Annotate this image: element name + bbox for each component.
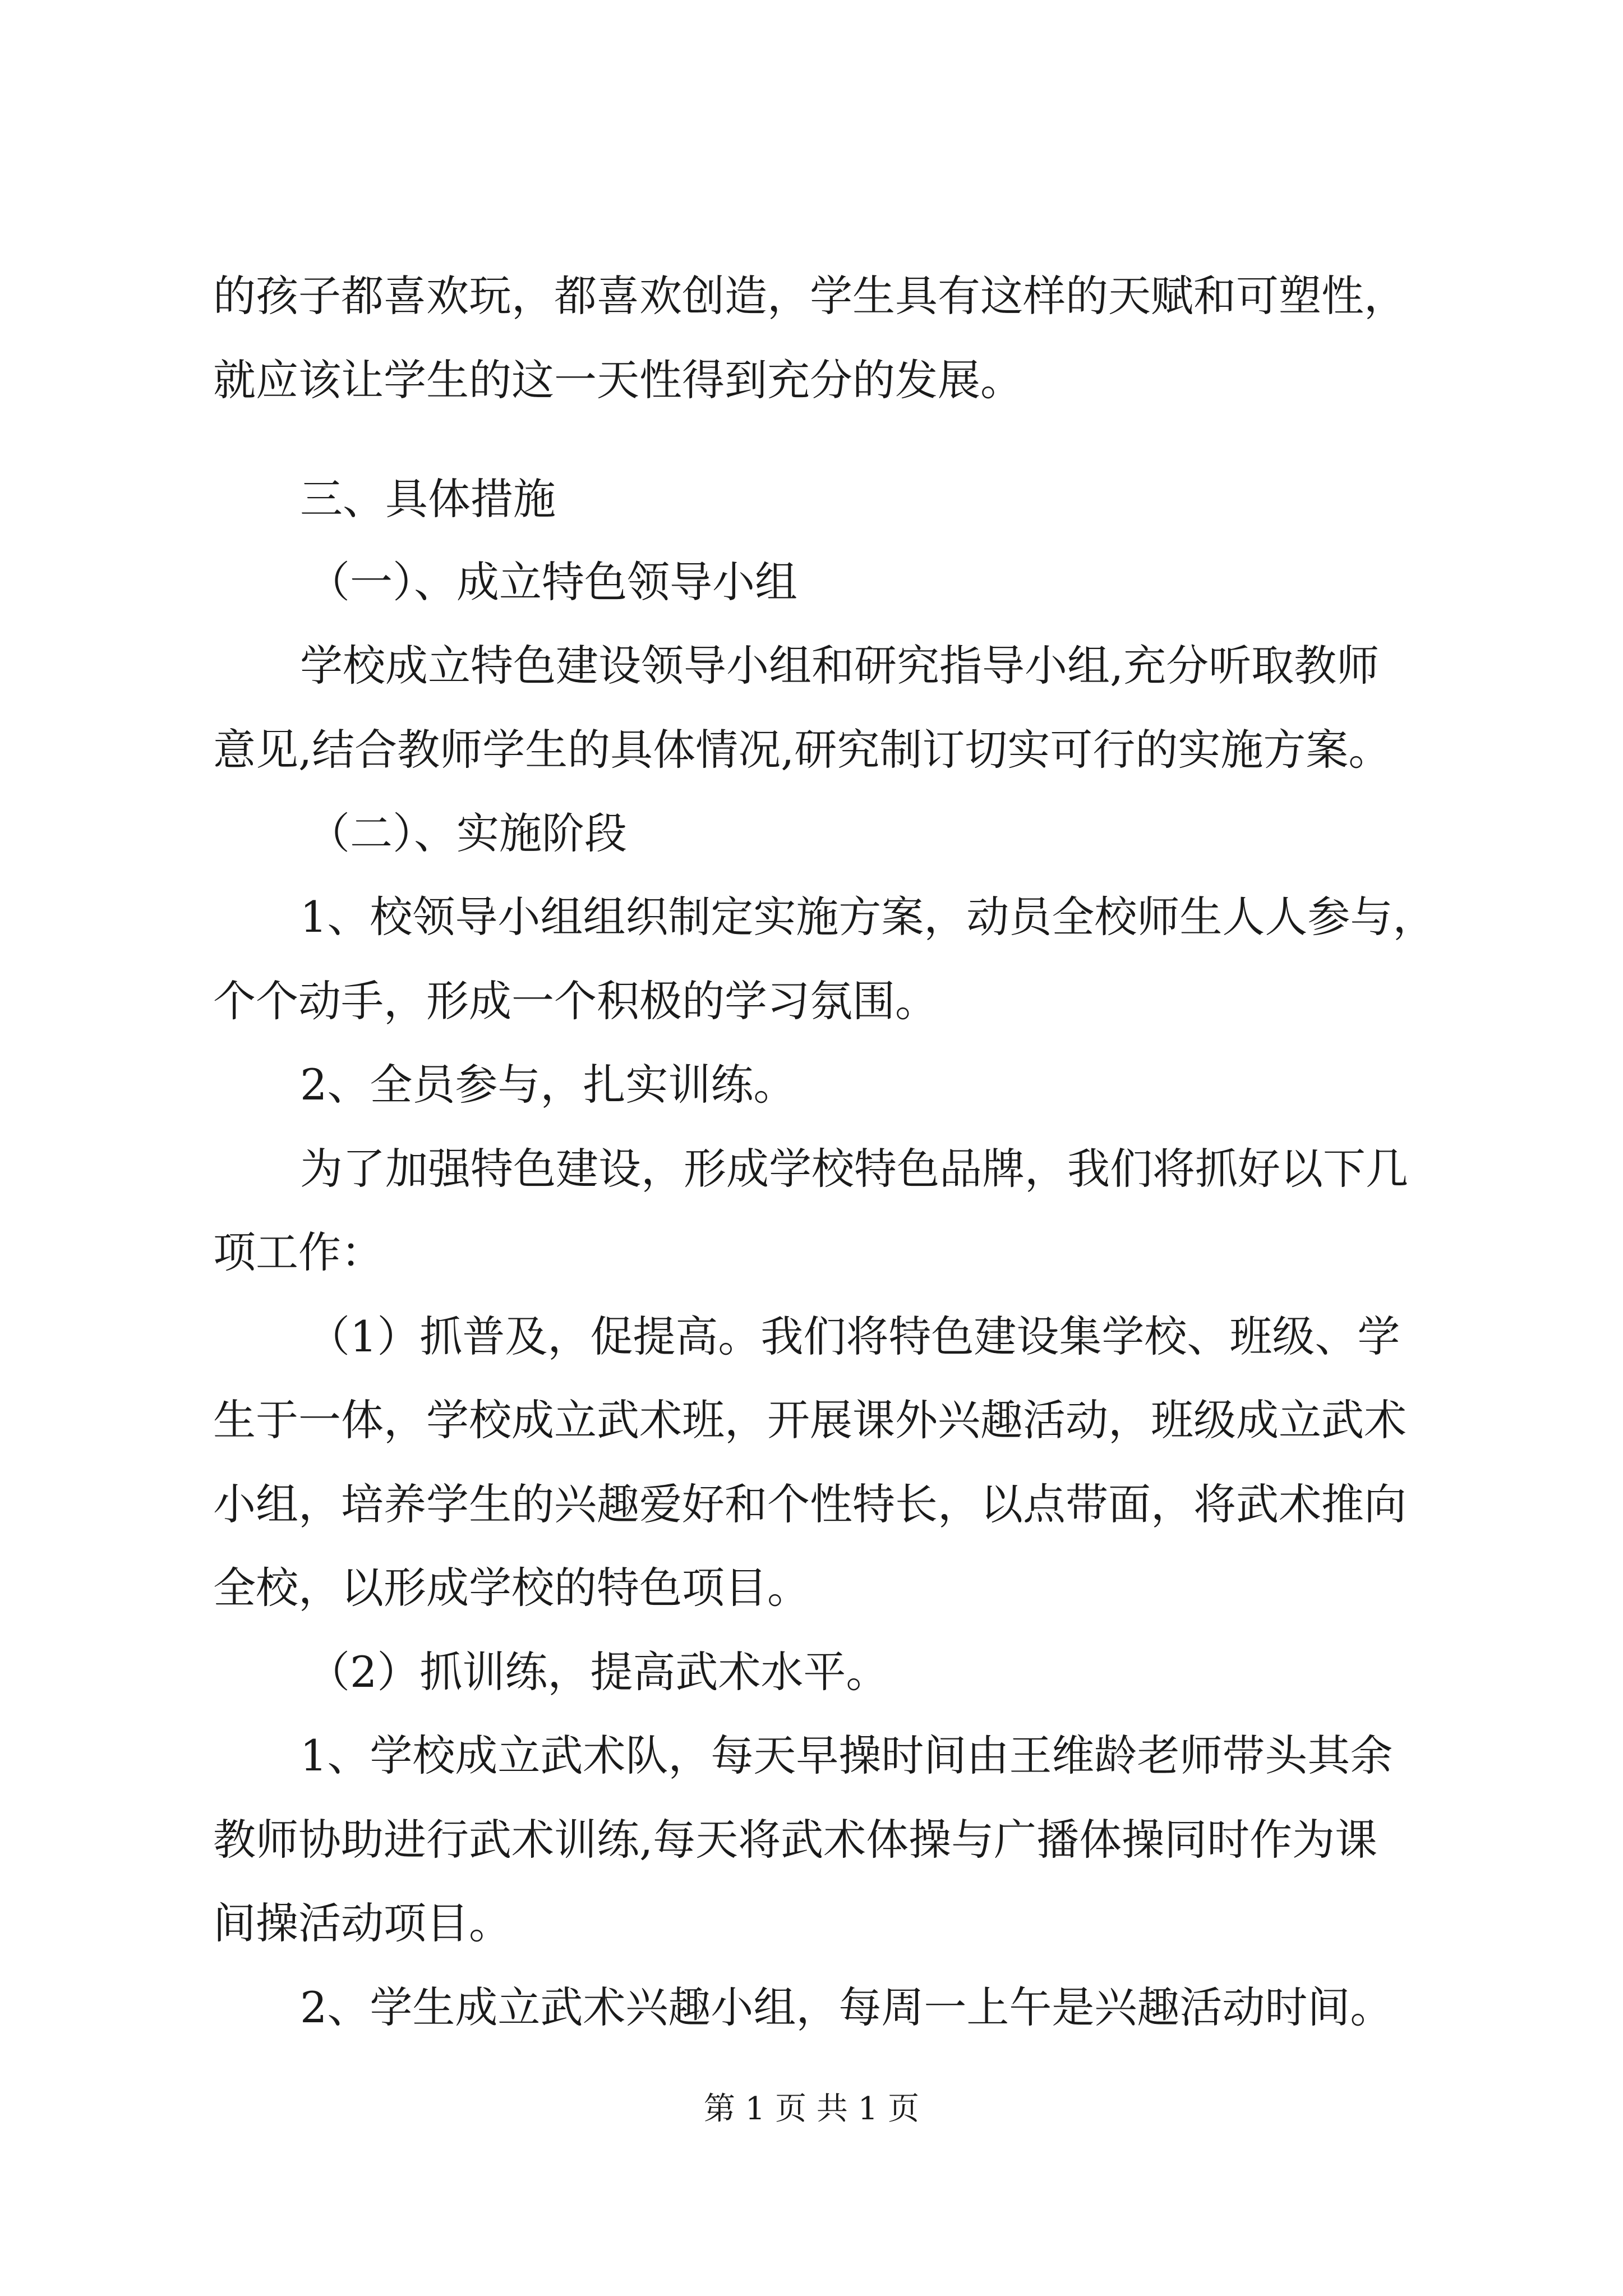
body-line-16: 教师协助进行武术训练,每天将武术体操与广播体操同时作为课 [213,1815,1378,1865]
body-line-18: 2、学生成立武术兴趣小组，每周一上午是兴趣活动时间。 [300,1982,1393,2032]
body-line-14: （2）抓训练，提高武术水平。 [307,1647,889,1697]
body-line-12: 小组，培养学生的兴趣爱好和个性特长，以点带面，将武术推向 [213,1479,1407,1529]
subsection-heading-2: （二）、实施阶段 [307,808,627,858]
page-footer [0,2087,1623,2132]
body-line-1: 的孩子都喜欢玩，都喜欢创造，学生具有这样的天赋和可塑性， [213,271,1407,321]
body-line-13: 全校，以形成学校的特色项目。 [213,1563,810,1613]
body-line-15: 1、学校成立武术队，每天早操时间由王维龄老师带头其余 [300,1731,1393,1780]
body-line-3: 学校成立特色建设领导小组和研究指导小组,充分听取教师 [300,641,1380,691]
body-line-5: 1、校领导小组组织制定实施方案，动员全校师生人人参与， [300,892,1436,942]
page-indicator: 第 1 页 共 1 页 [703,2091,920,2127]
body-line-17: 间操活动项目。 [213,1898,511,1948]
body-line-2: 就应该让学生的这一天性得到充分的发展。 [213,355,1023,405]
subsection-heading-1: （一）、成立特色领导小组 [307,557,797,607]
body-line-8: 为了加强特色建设，形成学校特色品牌，我们将抓好以下几 [300,1144,1408,1194]
body-line-4: 意见,结合教师学生的具体情况,研究制订切实可行的实施方案。 [213,725,1391,775]
body-line-6: 个个动手，形成一个积极的学习氛围。 [213,976,938,1026]
body-line-10: （1）抓普及，促提高。我们将特色建设集学校、班级、学 [307,1312,1400,1361]
body-line-7: 2、全员参与，扎实训练。 [300,1060,796,1110]
body-line-9: 项工作： [213,1227,384,1277]
section-heading: 三、具体措施 [300,474,556,524]
body-line-11: 生于一体，学校成立武术班，开展课外兴趣活动，班级成立武术 [213,1395,1407,1445]
